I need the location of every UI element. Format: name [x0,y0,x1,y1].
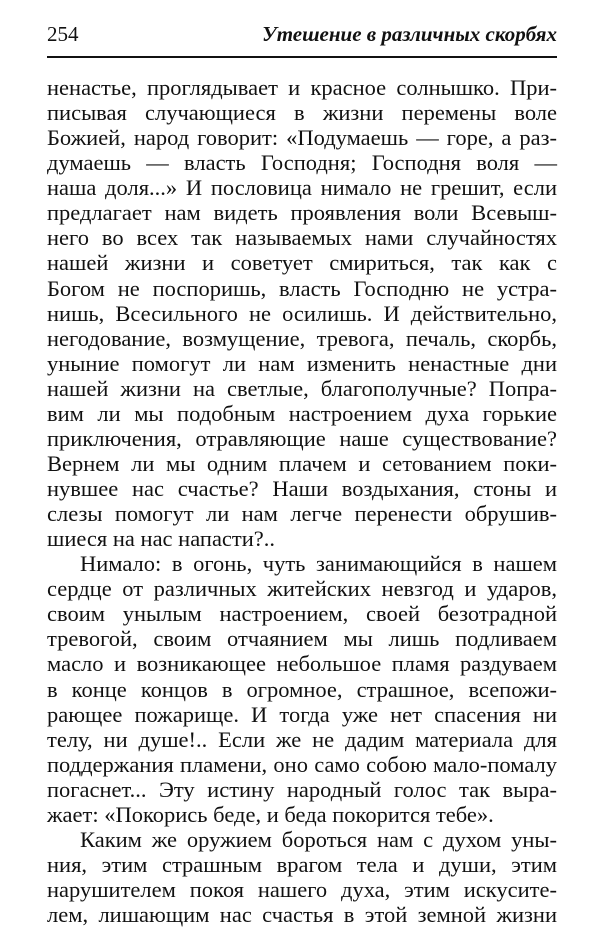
text-line: Вернем ли мы одним плачем и сетованием поки- [47,450,557,476]
page-number: 254 [47,22,79,46]
text-line: ненастье, проглядывает и красное солнышко. При- [47,75,557,100]
text-line: вим ли мы подобным настроением духа горькие [47,400,557,426]
text-line: нишь, Всесильного не осилишь. И действительно, [47,300,557,326]
text-line: в конце концов в огромное, страшное, всепожи- [47,676,557,702]
text-line: Божией, народ говорит: «Подумаешь — горе, а раз- [47,125,557,151]
text-line: наша доля...» И пословица нимало не грешит, если [47,175,557,201]
header-rule [47,56,557,58]
text-line: своим унылым настроением, своей безотрадной [47,601,557,627]
text-line: предлагает нам видеть проявления воли Всевыш- [47,200,557,226]
text-line: сердце от различных житейских невзгод и ударов, [47,576,557,602]
text-line: слезы помогут ли нам легче перенести обрушив- [47,501,557,527]
text-line: него во всех так называемых нами случайностях [47,225,557,251]
text-line: шиеся на нас напасти?.. [47,526,276,552]
running-header [47,22,557,48]
text-line: масло и возникающее небольшое пламя раздуваем [47,651,557,677]
text-line: Богом не поспоришь, власть Господню не устра- [47,275,557,301]
text-line: телу, ни душе!.. Если же не дадим материала для [47,726,557,752]
text-line: приключения, отравляющие наше существование? [47,425,557,451]
text-line: жает: «Покорись беде, и беда покорится тебе». [47,801,494,827]
text-line: лем, лишающим нас счастья в этой земной жизни [47,902,557,928]
text-line: нашей жизни на светлые, благополучные? Попра- [47,375,557,401]
text-line: нарушителем покоя нашего духа, этим искусите- [47,877,557,902]
text-line: тревогой, своим отчаянием мы лишь подливаем [47,626,557,652]
text-line: нашей жизни и советует смириться, так как с [47,250,557,276]
text-line: Нимало: в огонь, чуть занимающийся в нашем [80,551,557,577]
text-line: негодование, возмущение, тревога, печаль, скорбь, [47,325,557,351]
text-line: писывая случающиеся в жизни перемены воле [47,100,557,126]
text-line: поддержания пламени, оно само собою мало-помалу [47,751,557,777]
text-line: уныние помогут ли нам изменить ненастные дни [47,350,557,376]
text-line: ния, этим страшным врагом тела и души, этим [47,851,557,877]
running-title: Утешение в различных скорбях [262,22,557,46]
text-line: нувшее нас счастье? Наши воздыхания, стоны и [47,476,557,501]
text-line: Каким же оружием бороться нам с духом уны- [80,826,557,852]
text-line: думаешь — власть Господня; Господня воля — [47,150,557,176]
text-line: рающее пожарище. И тогда уже нет спасения ни [47,701,557,727]
text-line: погаснет... Эту истину народный голос так выра- [47,776,557,802]
body-text [47,75,557,927]
